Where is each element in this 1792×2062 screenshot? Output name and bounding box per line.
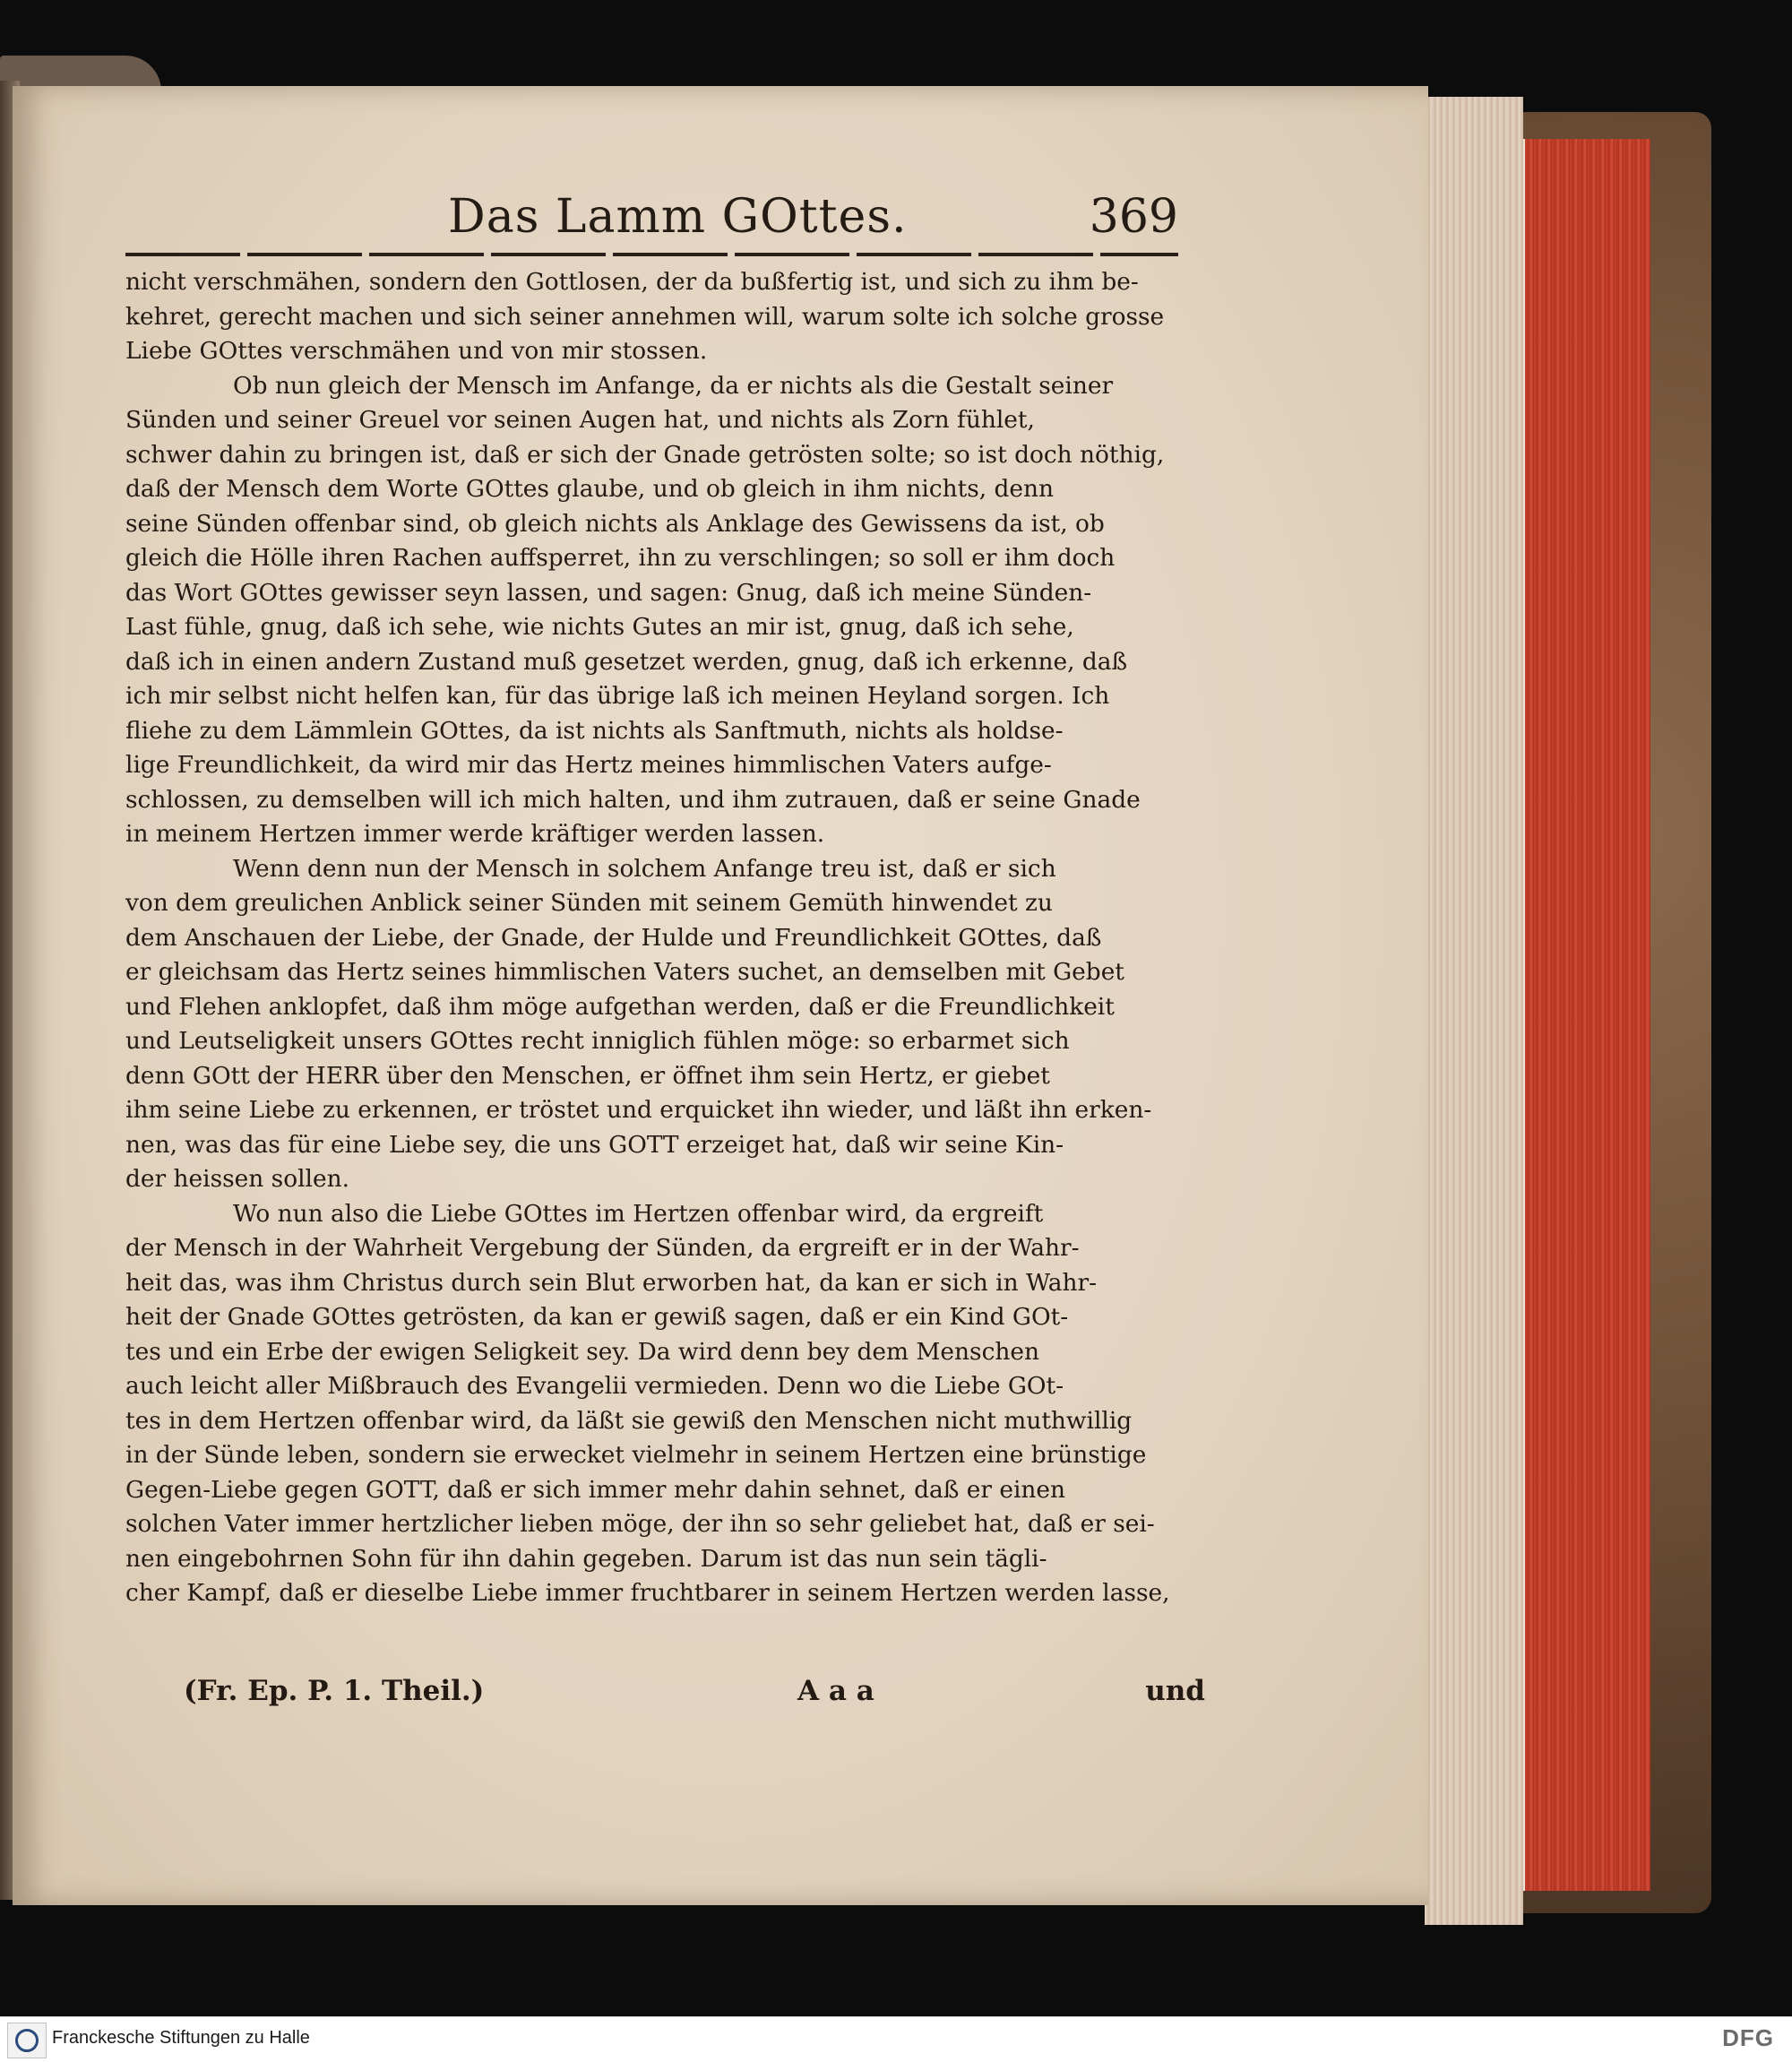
text-line: solchen Vater immer hertzlicher lieben möge, der ihn so sehr geliebet hat, daß er sei- bbox=[125, 1510, 1155, 1538]
text-line: nen, was das für eine Liebe sey, die uns GOTT erzeiget hat, daß wir seine Kin- bbox=[125, 1130, 1064, 1159]
text-line: tes in dem Hertzen offenbar wird, da läßt sie gewiß den Menschen nicht muthwillig bbox=[125, 1406, 1133, 1435]
text-line: heit der Gnade GOttes getrösten, da kan er gewiß sagen, daß er ein Kind GOt- bbox=[125, 1303, 1069, 1331]
text-line: von dem greulichen Anblick seiner Sünden mit seinem Gemüth hinwendet zu bbox=[125, 889, 1053, 917]
text-line: cher Kampf, daß er dieselbe Liebe immer fruchtbarer in seinem Hertzen werden lasse, bbox=[125, 1579, 1170, 1607]
text-line: schlossen, zu demselben will ich mich halten, und ihm zutrauen, daß er seine Gnade bbox=[125, 785, 1141, 814]
viewer-footer-bar bbox=[0, 2016, 1792, 2062]
text-line: Ob nun gleich der Mensch im Anfange, da er nichts als die Gestalt seiner bbox=[233, 371, 1114, 400]
page-header bbox=[125, 190, 1178, 249]
signature-mark: A a a bbox=[797, 1675, 874, 1707]
text-line: gleich die Hölle ihren Rachen auffsperret, ihn zu verschlingen; so soll er ihm doch bbox=[125, 544, 1116, 572]
institution-name[interactable]: Franckesche Stiftungen zu Halle bbox=[52, 2028, 310, 2048]
catchword: und bbox=[1145, 1675, 1205, 1707]
text-line: das Wort GOttes gewisser seyn lassen, und sagen: Gnug, daß ich meine Sünden- bbox=[125, 578, 1092, 607]
text-line: Liebe GOttes verschmähen und von mir stossen. bbox=[125, 337, 708, 365]
text-line: heit das, was ihm Christus durch sein Blut erworben hat, da kan er sich in Wahr- bbox=[125, 1268, 1098, 1297]
text-line: tes und ein Erbe der ewigen Seligkeit sey. Da wird denn bey dem Menschen bbox=[125, 1337, 1039, 1366]
text-line: Wenn denn nun der Mensch in solchem Anfange treu ist, daß er sich bbox=[233, 854, 1056, 883]
text-line: daß der Mensch dem Worte GOttes glaube, und ob gleich in ihm nichts, denn bbox=[125, 475, 1055, 503]
text-line: in der Sünde leben, sondern sie erwecket vielmehr in seinem Hertzen eine brünstige bbox=[125, 1441, 1147, 1469]
page-edges bbox=[1425, 97, 1523, 1925]
body-text bbox=[125, 265, 1205, 1611]
text-line: der Mensch in der Wahrheit Vergebung der Sünden, da ergreift er in der Wahr- bbox=[125, 1234, 1080, 1262]
text-line: ihm seine Liebe zu erkennen, er tröstet und erquicket ihn wieder, und läßt ihn erken- bbox=[125, 1096, 1152, 1124]
text-line: ich mir selbst nicht helfen kan, für das übrige laß ich meinen Heyland sorgen. Ich bbox=[125, 682, 1110, 710]
text-line: fliehe zu dem Lämmlein GOttes, da ist nichts als Sanftmuth, nichts als holdse- bbox=[125, 716, 1064, 745]
footer-source: (Fr. Ep. P. 1. Theil.) bbox=[184, 1675, 485, 1707]
text-line: in meinem Hertzen immer werde kräftiger werden lassen. bbox=[125, 820, 825, 848]
text-line: der heissen sollen. bbox=[125, 1165, 349, 1193]
text-line: kehret, gerecht machen und sich seiner annehmen will, warum solte ich solche grosse bbox=[125, 302, 1165, 331]
text-line: lige Freundlichkeit, da wird mir das Hertz meines himmlischen Vaters aufge- bbox=[125, 751, 1052, 779]
institution-logo[interactable] bbox=[7, 2023, 47, 2058]
page-footer bbox=[184, 1675, 1205, 1714]
logo-emblem-icon bbox=[15, 2029, 39, 2052]
text-line: dem Anschauen der Liebe, der Gnade, der Hulde und Freundlichkeit GOttes, daß bbox=[125, 923, 1102, 952]
text-line: Wo nun also die Liebe GOttes im Hertzen offenbar wird, da ergreift bbox=[233, 1199, 1044, 1228]
text-line: und Leutseligkeit unsers GOttes recht inniglich fühlen möge: so erbarmet sich bbox=[125, 1027, 1070, 1055]
text-line: Last fühle, gnug, daß ich sehe, wie nichts Gutes an mir ist, gnug, daß ich sehe, bbox=[125, 613, 1074, 641]
red-page-edge bbox=[1523, 139, 1650, 1891]
text-line: nicht verschmähen, sondern den Gottlosen, der da bußfertig ist, und sich zu ihm be- bbox=[125, 268, 1139, 296]
text-line: schwer dahin zu bringen ist, daß er sich der Gnade getrösten solte; so ist doch nöthig, bbox=[125, 440, 1165, 469]
text-line: daß ich in einen andern Zustand muß gesetzet werden, gnug, daß ich erkenne, daß bbox=[125, 647, 1128, 676]
text-line: Gegen-Liebe gegen GOTT, daß er sich immer mehr dahin sehnet, daß er einen bbox=[125, 1475, 1066, 1504]
text-line: nen eingebohrnen Sohn für ihn dahin gegeben. Darum ist das nun sein tägli- bbox=[125, 1544, 1047, 1573]
text-line: er gleichsam das Hertz seines himmlischen Vaters suchet, an demselben mit Gebet bbox=[125, 958, 1124, 986]
text-line: denn GOtt der HERR über den Menschen, er öffnet ihm sein Hertz, er giebet bbox=[125, 1061, 1050, 1090]
text-line: Sünden und seiner Greuel vor seinen Augen hat, und nichts als Zorn fühlet, bbox=[125, 406, 1035, 434]
dfg-logo[interactable]: DFG bbox=[1722, 2024, 1774, 2051]
text-line: und Flehen anklopfet, daß ihm möge aufgethan werden, daß er die Freundlichkeit bbox=[125, 992, 1115, 1021]
header-rule bbox=[125, 253, 1178, 256]
text-line: auch leicht aller Mißbrauch des Evangelii vermieden. Denn wo die Liebe GOt- bbox=[125, 1372, 1064, 1400]
running-title: Das Lamm GOttes. bbox=[448, 190, 908, 244]
page-number: 369 bbox=[1089, 190, 1178, 244]
text-line: seine Sünden offenbar sind, ob gleich nichts als Anklage des Gewissens da ist, ob bbox=[125, 509, 1105, 538]
